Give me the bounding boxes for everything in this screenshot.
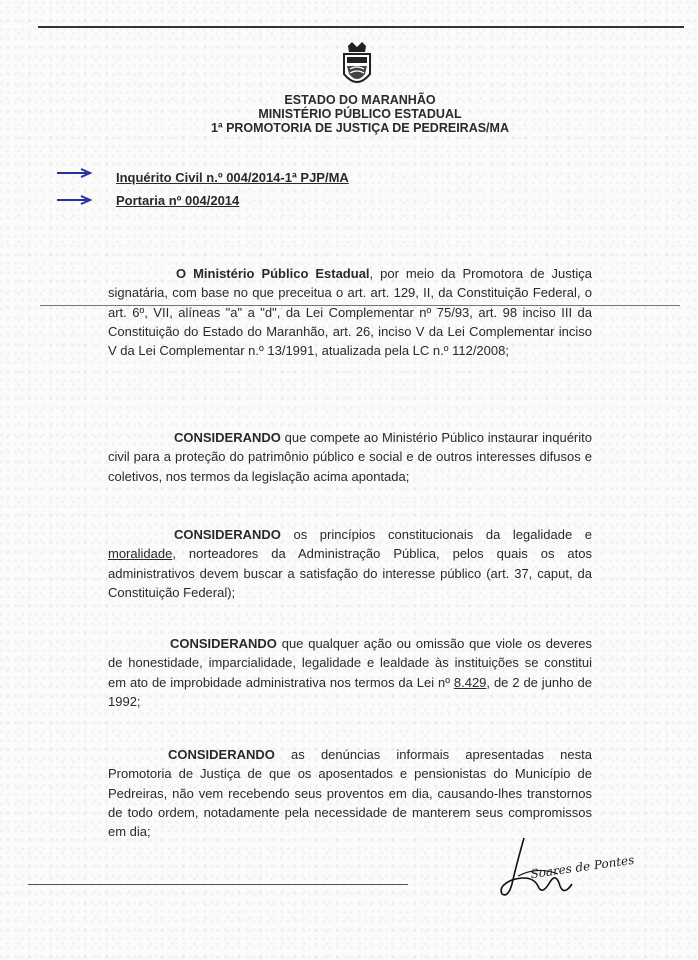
considerando-bold: CONSIDERANDO [168,747,275,762]
paragraph-text: que compete ao Ministério Público instaurar inquérito civil para a proteção do patrimônio público e social e de outros interesses difusos e coletivos, nos termos da legislação acima apontada; [108,430,592,484]
inquerito-reference: Inquérito Civil n.º 004/2014-1ª PJP/MA [116,170,349,185]
top-rule [38,26,684,28]
paragraph-text: , de 2 de junho de 1992; [108,674,592,709]
bottom-rule [28,884,408,885]
header-ministry: MINISTÉRIO PÚBLICO ESTADUAL [258,107,462,121]
header-state: ESTADO DO MARANHÃO [284,93,436,107]
underlined-law-number: 8.429 [453,674,487,690]
paragraph-considerando-4 [108,745,592,841]
paragraph-preamble [108,264,592,360]
considerando-bold: CONSIDERANDO [174,430,281,445]
signature-name: Soares de Pontes [529,852,636,882]
considerando-bold: CONSIDERANDO [174,527,281,542]
arrow-right-icon [56,195,92,205]
paragraph-text: , norteadores da Administração Pública, pelos quais os atos administrativos devem buscar a satisfação do interesse público (art. 37, caput, da Constituição Federal); [108,546,592,600]
paragraph-text: , por meio da Promotora de Justiça signatária, com base no que preceitua o art. art. 129, II, da Constituição Federal, o art. 6º, VII, alíneas "a" a "d", da Lei Complementar nº 75/93, art. 98 inciso III da Constituição do Estado do Maranhão, art. 26, inciso V da Lei Complementar inciso V da Lei Complementar n.º 13/1991, atualizada pela LC n.º 112/2008; [108,266,592,359]
paragraph-considerando-2 [108,525,592,602]
header-promotoria: 1ª PROMOTORIA DE JUSTIÇA DE PEDREIRAS/MA [211,121,509,135]
paragraph-considerando-1 [108,428,592,486]
arrow-right-icon [56,168,92,178]
ministerio-bold: O Ministério Público Estadual [176,266,370,281]
portaria-reference: Portaria nº 004/2014 [116,193,240,208]
underlined-word: moralidade [108,546,173,562]
coat-of-arms-icon [338,42,376,92]
paragraph-considerando-3 [108,634,592,711]
paragraph-text: os princípios constitucionais da legalidade e [280,527,592,542]
considerando-bold: CONSIDERANDO [170,636,277,651]
paragraph-text: as denúncias informais apresentadas nesta Promotoria de Justiça de que os aposentados e pensionistas do Município de Pedreiras, não vem recebendo seus proventos em dia, causando-lhes transtornos de todo ordem, notadamente pela necessidade de manterem seus compromissos em dia; [108,747,592,840]
document-header [150,93,570,135]
paragraph-text: que qualquer ação ou omissão que viole os deveres de honestidade, imparcialidade, legalidade e lealdade às instituições se constitui em ato de improbidade administrativa nos termos da Lei nº [108,636,592,690]
